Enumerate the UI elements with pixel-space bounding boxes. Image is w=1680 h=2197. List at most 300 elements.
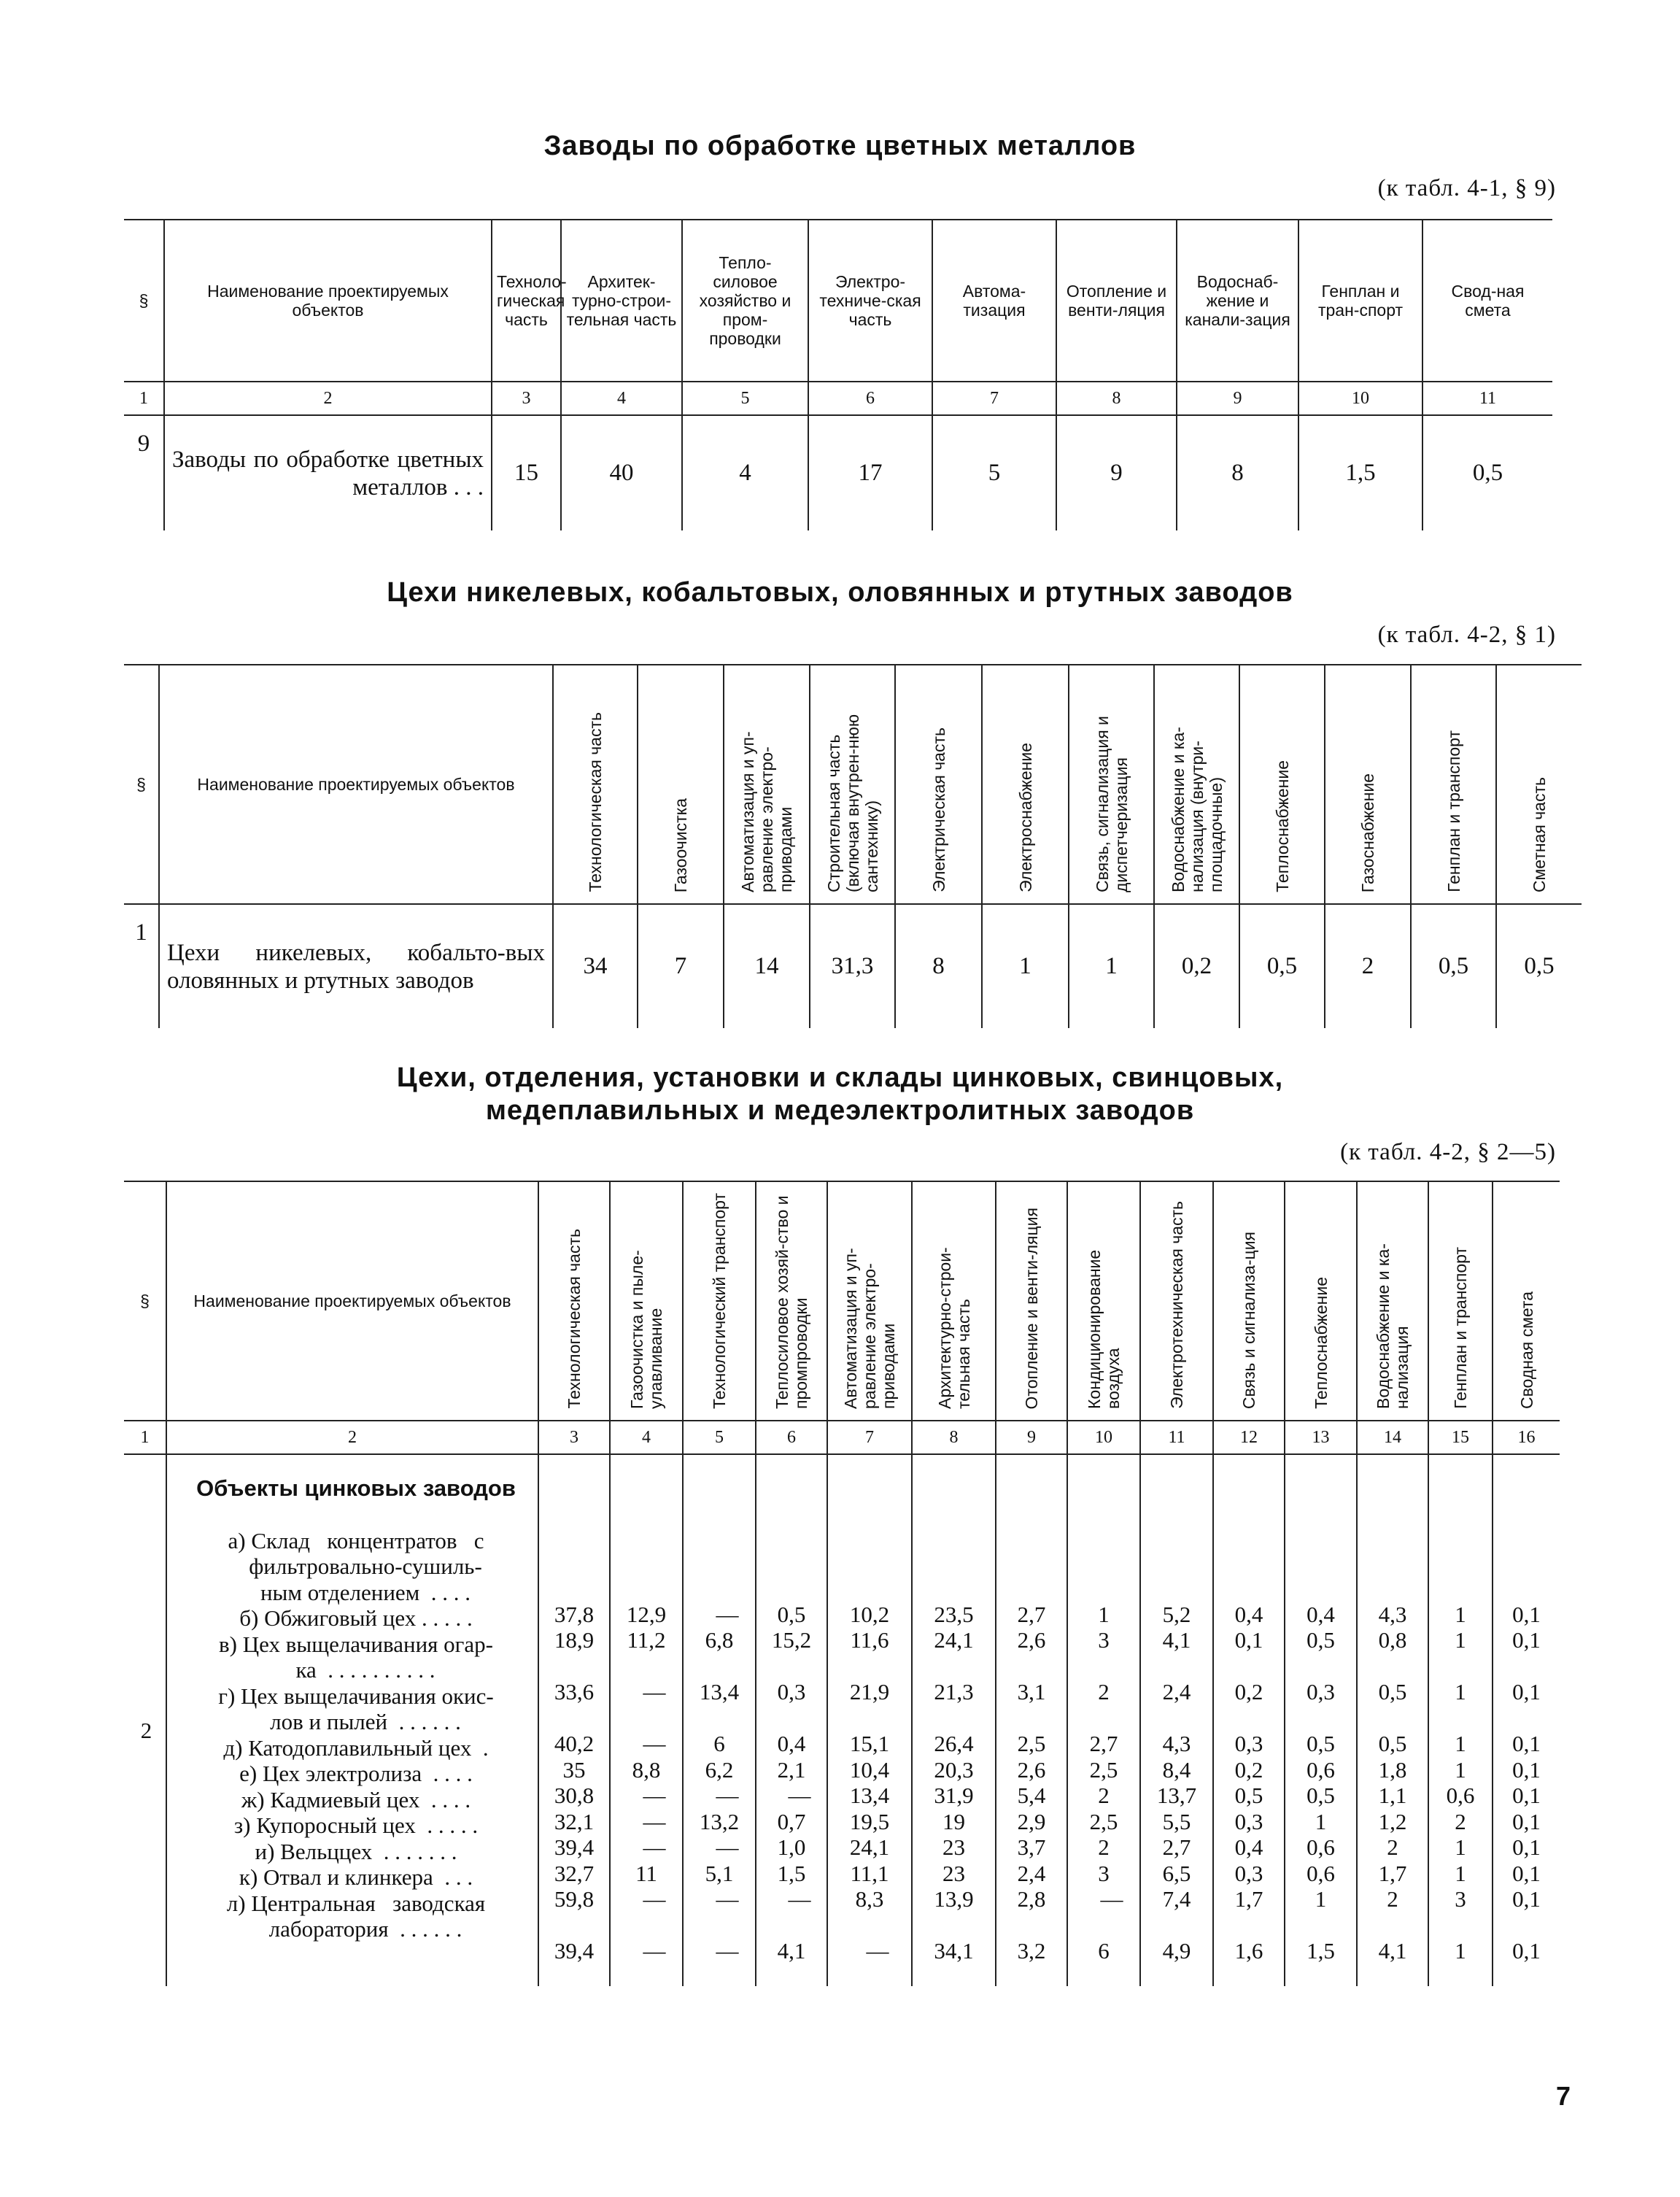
table3-spacer bbox=[996, 1705, 1067, 1731]
table3-spacer bbox=[1358, 1550, 1428, 1576]
table3-value: 11,6 bbox=[850, 1627, 889, 1653]
table3-value: 1 bbox=[1098, 1601, 1110, 1627]
table3-value: 33,6 bbox=[554, 1679, 595, 1704]
table3-value: 1 bbox=[1455, 1627, 1466, 1653]
table2-value: 0,2 bbox=[1154, 904, 1239, 1028]
table3-spacer bbox=[1493, 1550, 1560, 1576]
table3-spacer bbox=[611, 1912, 682, 1939]
table3-spacer bbox=[1214, 1705, 1284, 1731]
table3-header-cell bbox=[827, 1181, 912, 1421]
table3-header-cell bbox=[1067, 1181, 1140, 1421]
table3-column-number: 1 bbox=[124, 1421, 166, 1454]
table2-header-text: Генплан и транспорт bbox=[1444, 730, 1463, 892]
table3-value: 1 bbox=[1455, 1834, 1466, 1860]
table3-header-cell bbox=[683, 1181, 756, 1421]
table3-spacer bbox=[1068, 1912, 1139, 1939]
table3-spacer bbox=[1068, 1575, 1139, 1602]
table1-header-cell bbox=[1422, 220, 1552, 382]
table3-item bbox=[174, 1787, 538, 1813]
table3-item bbox=[174, 1735, 538, 1761]
table3-value: 0,8 bbox=[1378, 1627, 1407, 1653]
table3-value: — bbox=[716, 1834, 739, 1860]
table3-item bbox=[174, 1891, 538, 1942]
table3-value: 0,5 bbox=[1307, 1627, 1335, 1653]
table3-spacer bbox=[1285, 1912, 1356, 1939]
table3-spacer bbox=[1429, 1575, 1492, 1602]
table3-group: Объекты цинковых заводов bbox=[196, 1475, 516, 1501]
table2-header-cell bbox=[124, 665, 159, 904]
table2-header-cell bbox=[1154, 665, 1239, 904]
table3-spacer bbox=[1429, 1550, 1492, 1576]
table3-header-text: Кондиционирование воздуха bbox=[1085, 1249, 1123, 1409]
table3-spacer bbox=[1141, 1550, 1212, 1576]
table3-value: 6,5 bbox=[1162, 1860, 1191, 1886]
table2-header-cell bbox=[553, 665, 638, 904]
table3-spacer bbox=[996, 1653, 1067, 1680]
table1-header-cell bbox=[164, 220, 492, 382]
table1-name bbox=[164, 415, 492, 530]
table3-value-column bbox=[1357, 1454, 1428, 1986]
table3-value: 40,2 bbox=[554, 1731, 595, 1756]
table3-value: 2,5 bbox=[1089, 1756, 1118, 1783]
table3-item-line: б) Обжиговый цех . . . . . bbox=[239, 1605, 473, 1631]
table3-header-text: Связь и сигнализа-ция bbox=[1239, 1231, 1258, 1409]
table3-value: 13,4 bbox=[699, 1679, 740, 1704]
table3-header-cell bbox=[756, 1181, 827, 1421]
table3-value: 0,1 bbox=[1512, 1627, 1541, 1653]
table3-value: 0,3 bbox=[1307, 1679, 1335, 1704]
table3-header-text: § bbox=[140, 1291, 150, 1310]
table3-value: 13,2 bbox=[699, 1808, 740, 1834]
table3-spacer bbox=[1141, 1653, 1212, 1680]
table3-value: 2,1 bbox=[777, 1756, 806, 1783]
table3-value: 0,5 bbox=[1307, 1731, 1335, 1756]
table3-value-column bbox=[827, 1454, 912, 1986]
table3-value: 3,2 bbox=[1017, 1938, 1046, 1964]
table3-value: 1,1 bbox=[1378, 1783, 1407, 1808]
table3-spacer bbox=[539, 1653, 609, 1680]
table3-value: 15,1 bbox=[849, 1731, 890, 1756]
table3-item bbox=[174, 1864, 538, 1891]
table2-value: 7 bbox=[638, 904, 724, 1028]
table2-header-cell bbox=[724, 665, 810, 904]
table2-header-text: Сметная часть bbox=[1530, 776, 1549, 892]
table1-header-text: Техноло-гическая часть bbox=[497, 272, 567, 329]
table3-spacer bbox=[828, 1912, 911, 1939]
table3-value: 6,8 bbox=[705, 1627, 734, 1653]
table3-value: 4,9 bbox=[1162, 1938, 1191, 1964]
table3-value-column bbox=[1140, 1454, 1213, 1986]
table3-item bbox=[174, 1605, 538, 1632]
table1-header-cell bbox=[1177, 220, 1298, 382]
table3-header-text: Архитектурно-строи-тельная часть bbox=[934, 1247, 973, 1409]
section2-ref: (к табл. 4-2, § 1) bbox=[1377, 622, 1556, 648]
table3-column-number: 11 bbox=[1140, 1421, 1213, 1454]
table3-item-line: е) Цех электролиза . . . . bbox=[239, 1761, 473, 1786]
table3-spacer bbox=[756, 1550, 827, 1576]
table3-value: 24,1 bbox=[849, 1834, 890, 1860]
table3-value: 0,1 bbox=[1512, 1938, 1541, 1964]
table2-header-text: Наименование проектируемых объектов bbox=[197, 775, 515, 794]
table3-value: 0,2 bbox=[1234, 1679, 1263, 1704]
table3-value: 24,1 bbox=[934, 1627, 974, 1653]
table3-value: 21,9 bbox=[849, 1679, 890, 1704]
table3-spacer bbox=[828, 1705, 911, 1731]
table3-spacer bbox=[611, 1575, 682, 1602]
table3-value: 3 bbox=[1455, 1886, 1466, 1912]
table3-spacer bbox=[684, 1705, 755, 1731]
table1-header-cell bbox=[1298, 220, 1422, 382]
table3-value: 26,4 bbox=[934, 1731, 974, 1756]
table1-column-number: 7 bbox=[932, 382, 1056, 415]
table3-value: 13,9 bbox=[934, 1886, 974, 1912]
table3-spacer bbox=[684, 1550, 755, 1576]
table3-value: 0,4 bbox=[1234, 1834, 1263, 1860]
table1-value: 0,5 bbox=[1422, 415, 1552, 530]
table3-header-cell bbox=[166, 1181, 538, 1421]
table2-value: 0,5 bbox=[1496, 904, 1582, 1028]
table3-item bbox=[174, 1812, 538, 1839]
table3-spacer bbox=[996, 1550, 1067, 1576]
table3-column-number: 8 bbox=[912, 1421, 996, 1454]
table3-value: 1,8 bbox=[1378, 1756, 1407, 1783]
table3-value: 34,1 bbox=[934, 1938, 974, 1964]
table3-header-text: Электротехническая часть bbox=[1167, 1201, 1186, 1409]
table3-spacer bbox=[1493, 1912, 1560, 1939]
table3-value: 1,0 bbox=[777, 1834, 806, 1860]
table3-item-line: ка . . . . . . . . . . bbox=[295, 1657, 436, 1683]
table3-value: 4,1 bbox=[1378, 1938, 1407, 1964]
table1-column-number: 8 bbox=[1056, 382, 1177, 415]
table3-value: 32,1 bbox=[554, 1808, 595, 1834]
table3-value: 32,7 bbox=[554, 1860, 595, 1886]
table3-column-number: 4 bbox=[610, 1421, 683, 1454]
table2-header-cell bbox=[895, 665, 982, 904]
table2-header-cell bbox=[159, 665, 553, 904]
table3-header-text: Наименование проектируемых объектов bbox=[193, 1291, 511, 1310]
table3-value: 19,5 bbox=[849, 1808, 890, 1834]
table1-value: 1,5 bbox=[1298, 415, 1422, 530]
table3-value-column bbox=[996, 1454, 1067, 1986]
table3-header-cell bbox=[124, 1181, 166, 1421]
table3-value: 20,3 bbox=[934, 1756, 974, 1783]
table3-value: 2,7 bbox=[1162, 1834, 1191, 1860]
table3-value: 0,1 bbox=[1512, 1860, 1541, 1886]
table3-column-number: 10 bbox=[1067, 1421, 1140, 1454]
table3-header-cell bbox=[610, 1181, 683, 1421]
table2-header-cell bbox=[638, 665, 724, 904]
table3-value: 2 bbox=[1098, 1783, 1110, 1808]
table3-spacer bbox=[1493, 1653, 1560, 1680]
table3-value-column bbox=[912, 1454, 996, 1986]
table3-value: 39,4 bbox=[554, 1834, 595, 1860]
table3-names bbox=[166, 1454, 538, 1986]
table3-column-number: 15 bbox=[1428, 1421, 1493, 1454]
table3-value: — bbox=[716, 1886, 739, 1912]
table3-spacer bbox=[1068, 1550, 1139, 1576]
table3-value-column bbox=[538, 1454, 610, 1986]
table3-value: 3 bbox=[1098, 1860, 1110, 1886]
table3-value: 0,1 bbox=[1512, 1808, 1541, 1834]
table3-value: 10,2 bbox=[849, 1601, 890, 1627]
table3-value: 8,3 bbox=[855, 1886, 884, 1912]
table1-header-text: Отопление и венти-ляция bbox=[1066, 282, 1167, 320]
table3-spacer bbox=[539, 1575, 609, 1602]
table3-value: 5,4 bbox=[1017, 1783, 1046, 1808]
table3-value: 8,8 bbox=[632, 1756, 661, 1783]
table3-spacer bbox=[539, 1550, 609, 1576]
table2-header-cell bbox=[1325, 665, 1411, 904]
table3-spacer bbox=[1493, 1575, 1560, 1602]
table3-value: 15,2 bbox=[771, 1627, 812, 1653]
table3-value: 5,5 bbox=[1162, 1808, 1191, 1834]
table2-value: 34 bbox=[553, 904, 638, 1028]
table3-column-number: 9 bbox=[996, 1421, 1067, 1454]
table3-spacer bbox=[1429, 1705, 1492, 1731]
table2-name bbox=[159, 904, 553, 1028]
table3-value: 0,1 bbox=[1234, 1627, 1263, 1653]
table3-value: 0,6 bbox=[1307, 1860, 1335, 1886]
table3-value-column bbox=[756, 1454, 827, 1986]
table2-value: 14 bbox=[724, 904, 810, 1028]
table3-item-line: и) Вельццех . . . . . . . bbox=[255, 1838, 457, 1864]
table1-value: 9 bbox=[1056, 415, 1177, 530]
table1-header-cell bbox=[492, 220, 567, 382]
table3-value: 2,5 bbox=[1089, 1808, 1118, 1834]
table3-value: 0,4 bbox=[1234, 1601, 1263, 1627]
table2-header-text: Электрическая часть bbox=[929, 727, 948, 892]
table3-value: 8,4 bbox=[1162, 1756, 1191, 1783]
table3-value: 5,1 bbox=[705, 1860, 734, 1886]
table3-value: 0,4 bbox=[777, 1731, 806, 1756]
table3-header-cell bbox=[912, 1181, 996, 1421]
table3-value: 11,2 bbox=[627, 1627, 666, 1653]
section3-ref: (к табл. 4-2, § 2—5) bbox=[1340, 1139, 1556, 1165]
table2-value: 1 bbox=[982, 904, 1069, 1028]
table3-header-cell bbox=[1140, 1181, 1213, 1421]
table3-value: 0,1 bbox=[1512, 1886, 1541, 1912]
table1-header-text: Электро-техниче-ская часть bbox=[819, 272, 921, 329]
table3-item-line: к) Отвал и клинкера . . . bbox=[239, 1864, 473, 1890]
table3-column-number: 2 bbox=[166, 1421, 538, 1454]
table1-column-number: 11 bbox=[1422, 382, 1552, 415]
table3-value: 1,7 bbox=[1378, 1860, 1407, 1886]
table2-header-text: Технологическая часть bbox=[586, 712, 605, 892]
table3-value: 1 bbox=[1455, 1756, 1466, 1783]
table3-value: 2 bbox=[1387, 1834, 1398, 1860]
table2-header-text: Электроснабжение bbox=[1015, 743, 1035, 892]
table3-value: 0,3 bbox=[1234, 1860, 1263, 1886]
section1-ref: (к табл. 4-1, § 9) bbox=[1377, 175, 1556, 201]
table2-name-text: Цехи никелевых, кобальто-вых оловянных и ртутных заводов bbox=[167, 939, 545, 994]
table3-value: 4,1 bbox=[1162, 1627, 1191, 1653]
table3-value: 1,6 bbox=[1234, 1938, 1263, 1964]
table3-spacer bbox=[539, 1912, 609, 1939]
table3-value: 0,7 bbox=[777, 1808, 806, 1834]
table3-header-text: Технологическая часть bbox=[565, 1229, 584, 1409]
table3-value: 13,4 bbox=[849, 1783, 890, 1808]
table1-column-number: 10 bbox=[1298, 382, 1422, 415]
table3-spacer bbox=[1068, 1653, 1139, 1680]
table3-spacer bbox=[1141, 1575, 1212, 1602]
table3-header-cell bbox=[1213, 1181, 1285, 1421]
table3-column-number: 14 bbox=[1357, 1421, 1428, 1454]
table3-header-text: Водоснабжение и ка-нализация bbox=[1374, 1243, 1412, 1409]
table3-value: 4,1 bbox=[777, 1938, 806, 1964]
table3-spacer bbox=[828, 1575, 911, 1602]
table3-spacer bbox=[996, 1575, 1067, 1602]
table3-value: 0,4 bbox=[1307, 1601, 1335, 1627]
table1-header-cell bbox=[682, 220, 808, 382]
table3-value: 21,3 bbox=[934, 1679, 974, 1704]
table3-spacer bbox=[1285, 1550, 1356, 1576]
table3-sec-text: 2 bbox=[140, 1718, 152, 1743]
table3-item-line: а) Склад концентратов с bbox=[228, 1527, 484, 1553]
table3-value: — bbox=[643, 1783, 666, 1808]
table3-header-text: Теплосиловое хозяй-ство и промпроводки bbox=[773, 1195, 810, 1409]
table3-value: 5,2 bbox=[1162, 1601, 1191, 1627]
table3-value: 23,5 bbox=[934, 1601, 974, 1627]
table3-column-number: 7 bbox=[827, 1421, 912, 1454]
table3-value: 1 bbox=[1315, 1808, 1327, 1834]
table3-item bbox=[174, 1632, 538, 1683]
table2-sec: 1 bbox=[135, 919, 147, 946]
table1-column-number: 6 bbox=[808, 382, 932, 415]
table1-header-text: Свод-ная смета bbox=[1451, 282, 1525, 320]
table3-header-text: Сводная смета bbox=[1517, 1291, 1536, 1409]
table1-sec: 9 bbox=[137, 430, 150, 457]
table3-spacer bbox=[1141, 1912, 1212, 1939]
table3-column-number: 6 bbox=[756, 1421, 827, 1454]
table3-item-line: лов и пылей . . . . . . bbox=[270, 1709, 461, 1734]
table1-column-number: 9 bbox=[1177, 382, 1298, 415]
table3-value: 3,1 bbox=[1017, 1679, 1046, 1704]
table3-column-number: 3 bbox=[538, 1421, 610, 1454]
table3-spacer bbox=[1429, 1653, 1492, 1680]
table2-header-text: § bbox=[136, 775, 146, 794]
table3-value: 0,1 bbox=[1512, 1679, 1541, 1704]
table3-spacer bbox=[684, 1575, 755, 1602]
table3-value: 0,5 bbox=[777, 1601, 806, 1627]
table1-value: 17 bbox=[808, 415, 932, 530]
table3-value: 4,3 bbox=[1162, 1731, 1191, 1756]
table3-value: — bbox=[716, 1938, 739, 1964]
table3-value: 0,5 bbox=[1378, 1679, 1407, 1704]
table1-value: 15 bbox=[492, 415, 561, 530]
table2-value: 2 bbox=[1325, 904, 1411, 1028]
table2-header-text: Автоматизация и уп-равление электро-приводами bbox=[738, 731, 795, 892]
table1-header-cell bbox=[124, 220, 164, 382]
table3-value: — bbox=[1100, 1886, 1123, 1912]
table3-spacer bbox=[1358, 1653, 1428, 1680]
table3-spacer bbox=[1214, 1575, 1284, 1602]
table3-spacer bbox=[913, 1912, 995, 1939]
table2-header-text: Строительная часть (включая внутрен-нюю сантехнику) bbox=[824, 714, 881, 892]
table2-header-text: Связь, сигнализация и диспетчеризация bbox=[1092, 716, 1131, 892]
table3-value-column bbox=[1428, 1454, 1493, 1986]
table3-spacer bbox=[1141, 1705, 1212, 1731]
table3-value-column bbox=[683, 1454, 756, 1986]
table3-value-column bbox=[1213, 1454, 1285, 1986]
table3-value: 3,7 bbox=[1017, 1834, 1046, 1860]
table3-header-text: Теплоснабжение bbox=[1311, 1277, 1331, 1409]
table1-name-text: Заводы по обработке цветных металлов . . . bbox=[172, 446, 484, 501]
table3-value: 6,2 bbox=[705, 1756, 734, 1783]
table3-spacer bbox=[913, 1705, 995, 1731]
table3-spacer bbox=[1214, 1550, 1284, 1576]
table3-item-line: з) Купоросный цех . . . . . bbox=[233, 1812, 479, 1838]
table3-value: 2,4 bbox=[1162, 1679, 1191, 1704]
table3-spacer bbox=[1214, 1912, 1284, 1939]
table3-value: 0,1 bbox=[1512, 1834, 1541, 1860]
table3-column-number: 16 bbox=[1493, 1421, 1560, 1454]
table1-header-cell bbox=[1056, 220, 1177, 382]
table1-header-cell bbox=[808, 220, 932, 382]
table3-value: 2,7 bbox=[1017, 1601, 1046, 1627]
page-number: 7 bbox=[1555, 2081, 1571, 2111]
table1-header-text: Архитек-турно-строи-тельная часть bbox=[566, 272, 677, 329]
table3-value: 0,6 bbox=[1307, 1756, 1335, 1783]
section2-title: Цехи никелевых, кобальтовых, оловянных и ртутных заводов bbox=[387, 577, 1293, 608]
table3-item-line: д) Катодоплавильный цех . bbox=[223, 1734, 489, 1761]
table1-value: 4 bbox=[682, 415, 808, 530]
table3-value: 2 bbox=[1098, 1679, 1110, 1704]
table3-header-cell bbox=[538, 1181, 610, 1421]
table3-value: 35 bbox=[562, 1756, 586, 1783]
table3-value: 0,5 bbox=[1234, 1783, 1263, 1808]
table3-value: 6 bbox=[1098, 1938, 1110, 1964]
table3-value: 11 bbox=[635, 1860, 657, 1886]
table1-value: 8 bbox=[1177, 415, 1298, 530]
table3-value: 30,8 bbox=[554, 1783, 595, 1808]
table2-header-cell bbox=[1496, 665, 1582, 904]
table3-value: 19 bbox=[942, 1808, 965, 1834]
table3-spacer bbox=[828, 1550, 911, 1576]
table3-spacer bbox=[913, 1550, 995, 1576]
table1-header-text: Тепло-силовое хозяйство и пром-проводки bbox=[699, 253, 791, 348]
table3-value: 4,3 bbox=[1378, 1601, 1407, 1627]
table3-spacer bbox=[1214, 1653, 1284, 1680]
table2-header-cell bbox=[810, 665, 895, 904]
table3-item-line: л) Центральная заводская bbox=[226, 1890, 486, 1916]
table3-spacer bbox=[913, 1575, 995, 1602]
table3-spacer bbox=[756, 1575, 827, 1602]
table3-value: 0,3 bbox=[1234, 1731, 1263, 1756]
table3-value: 2,9 bbox=[1017, 1808, 1046, 1834]
table3-value: 2,7 bbox=[1089, 1731, 1118, 1756]
table3-value: 39,4 bbox=[554, 1938, 595, 1964]
table3-value: 2,5 bbox=[1017, 1731, 1046, 1756]
table-2 bbox=[124, 664, 1582, 1028]
table3-item-line: ным отделением . . . . bbox=[260, 1579, 471, 1605]
table1-column-number: 4 bbox=[561, 382, 682, 415]
table3-value: — bbox=[643, 1834, 666, 1860]
table3-header-text: Технологический транспорт bbox=[710, 1192, 729, 1409]
table3-header-text: Газоочистка и пыле-улавливание bbox=[627, 1250, 665, 1409]
table3-value: — bbox=[643, 1731, 666, 1756]
table3-spacer bbox=[611, 1705, 682, 1731]
table3-value: 2 bbox=[1098, 1834, 1110, 1860]
table3-spacer bbox=[756, 1912, 827, 1939]
table3-item-line: лаборатория . . . . . . bbox=[268, 1916, 462, 1942]
table3-item bbox=[174, 1839, 538, 1865]
table3-spacer bbox=[1429, 1912, 1492, 1939]
table2-header-text: Водоснабжение и ка-нализация (внутри-площадочные) bbox=[1168, 727, 1226, 892]
section1-title: Заводы по обработке цветных металлов bbox=[543, 131, 1137, 161]
table3-spacer bbox=[756, 1705, 827, 1731]
table3-column-number: 12 bbox=[1213, 1421, 1285, 1454]
table1-header-text: Водоснаб-жение и канали-зация bbox=[1185, 272, 1290, 329]
